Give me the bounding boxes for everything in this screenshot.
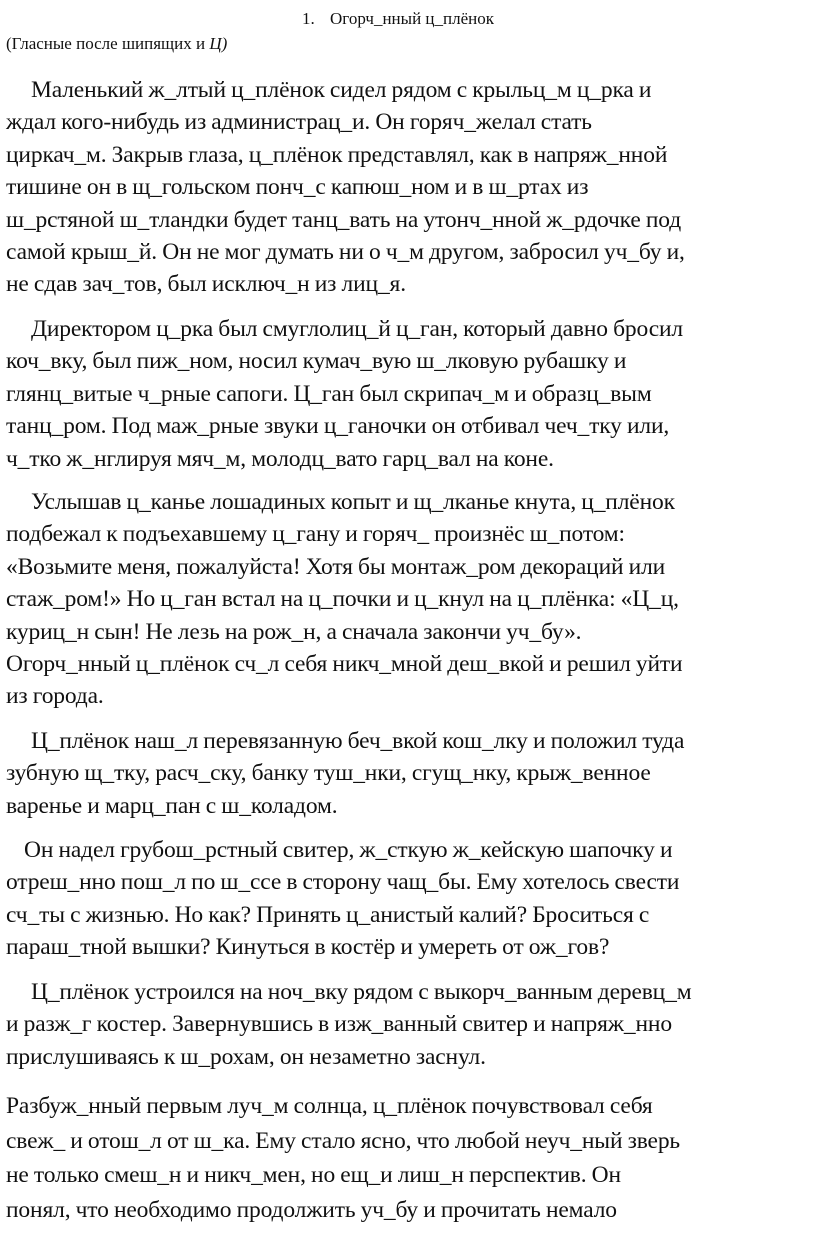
line: циркач_м. Закрыв глаза, ц_плёнок представлял, как в напряж_нной <box>6 141 668 168</box>
line: Маленький ж_лтый ц_плёнок сидел рядом с крыльц_м ц_рка и <box>31 77 652 103</box>
line: коч_вку, был пиж_ном, носил кумач_вую ш_лковую рубашку и <box>6 348 627 375</box>
paragraph-1 <box>6 74 812 301</box>
line: Услышав ц_канье лошадиных копыт и щ_лканье кнута, ц_плёнок <box>31 489 675 515</box>
line: Ц_плёнок устроился на ноч_вку рядом с выкорч_ванным деревц_м <box>31 979 692 1005</box>
line: из города. <box>6 683 104 710</box>
line: танц_ром. Под маж_рные звуки ц_ганочки он отбивал чеч_тку или, <box>6 413 670 440</box>
line: куриц_н сын! Не лезь на рож_н, а сначала закончи уч_бу». <box>6 618 582 645</box>
line: ждал кого-нибудь из администрац_и. Он горяч_желал стать <box>6 109 592 136</box>
subtitle-italic: Ц) <box>209 34 228 53</box>
line: отреш_нно пош_л по ш_ссе в сторону чащ_бы. Ему хотелось свести <box>6 869 680 896</box>
heading-title: Огорч_нный ц_плёнок <box>330 9 494 28</box>
line: Он надел грубош_рстный свитер, ж_сткую ж_кейскую шапочку и <box>24 837 673 863</box>
line: глянц_витые ч_рные сапоги. Ц_ган был скрипач_м и образц_вым <box>6 380 652 407</box>
paragraph-6 <box>6 976 812 1073</box>
line: прислушиваясь к ш_рохам, он незаметно заснул. <box>6 1043 486 1070</box>
heading-number: 1. <box>302 9 315 28</box>
line: подбежал к подъехавшему ц_гану и горяч_ произнёс ш_потом: <box>6 521 625 548</box>
line: «Возьмите меня, пожалуйста! Хотя бы монтаж_ром декораций или <box>6 553 666 580</box>
paragraph-5 <box>6 834 812 964</box>
line: самой крыш_й. Он не мог думать ни о ч_м другом, забросил уч_бу и, <box>6 239 685 266</box>
line: не только смеш_н и никч_мен, но ещ_и лиш_н перспектив. Он <box>6 1162 621 1188</box>
line: ш_рстяной ш_тландки будет танц_вать на утонч_нной ж_рдочке под <box>6 206 682 233</box>
line: стаж_ром!» Но ц_ган встал на ц_почки и ц_кнул на ц_плёнка: «Ц_ц, <box>6 586 679 613</box>
line: тишине он в щ_гольском понч_с капюш_ном и в ш_ртах из <box>6 174 589 201</box>
line: Огорч_нный ц_плёнок сч_л себя никч_мной деш_вкой и решил уйти <box>6 651 683 678</box>
subtitle-text: (Гласные после шипящих и <box>6 34 210 53</box>
line: Разбуж_нный первым луч_м солнца, ц_плёнок почувствовал себя <box>6 1093 653 1119</box>
paragraph-7 <box>6 1089 812 1227</box>
line: Ц_плёнок наш_л перевязанную беч_вкой кош_лку и положил туда <box>31 728 685 754</box>
line: не сдав зач_тов, был исключ_н из лиц_я. <box>6 271 406 298</box>
paragraph-2 <box>6 313 812 475</box>
line: параш_тной вышки? Кинуться в костёр и умереть от ож_гов? <box>6 934 610 961</box>
line: и разж_г костер. Завернувшись в изж_ванный свитер и напряж_нно <box>6 1011 672 1038</box>
line: варенье и марц_пан с ш_коладом. <box>6 792 338 819</box>
paragraph-3 <box>6 486 812 713</box>
line: понял, что необходимо продолжить уч_бу и прочитать немало <box>6 1196 617 1223</box>
line: сч_ты с жизнью. Но как? Принять ц_анистый калий? Броситься с <box>6 901 650 928</box>
line: ч_тко ж_нглируя мяч_м, молодц_вато гарц_вал на коне. <box>6 445 554 472</box>
paragraph-4 <box>6 725 812 822</box>
line: Директором ц_рка был смуглолиц_й ц_ган, который давно бросил <box>31 316 683 342</box>
document-subtitle <box>6 33 227 55</box>
line: свеж_ и отош_л от ш_ка. Ему стало ясно, что любой неуч_ный зверь <box>6 1127 680 1154</box>
line: зубную щ_тку, расч_ску, банку туш_нки, сгущ_нку, крыж_венное <box>6 760 651 787</box>
